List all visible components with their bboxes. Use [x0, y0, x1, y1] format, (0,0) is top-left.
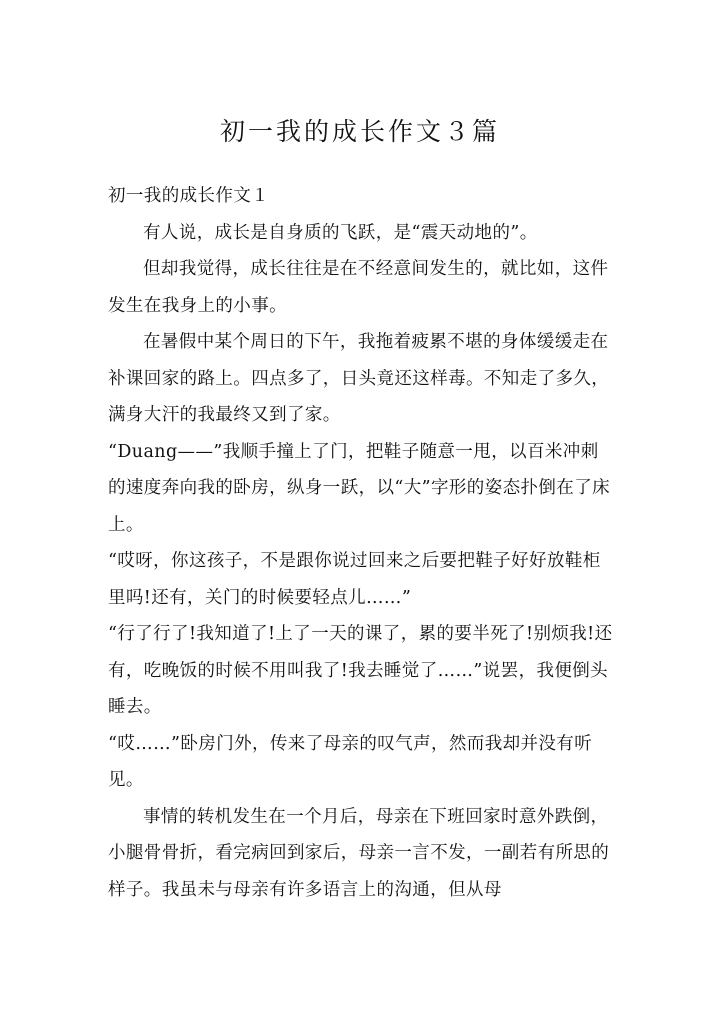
paragraph: “哎呀，你这孩子，不是跟你说过回来之后要把鞋子好好放鞋柜里吗!还有，关门的时候要轻点儿……” [108, 551, 601, 608]
paragraph: “行了行了!我知道了!上了一天的课了，累的要半死了!别烦我!还有，吃晚饭的时候不用叫我了!我去睡觉了……”说罢，我便倒头睡去。 [108, 624, 613, 717]
paragraph: 有人说，成长是自身质的飞跃，是“震天动地的”。 [143, 222, 538, 243]
paragraph: 在暑假中某个周日的下午，我拖着疲累不堪的身体缓缓走在补课回家的路上。四点多了，日头竟还这样毒。不知走了多久，满身大汗的我最终又到了家。 [108, 332, 610, 425]
paragraph: 事情的转机发生在一个月后，母亲在下班回家时意外跌倒，小腿骨骨折，看完病回到家后，母亲一言不发，一副若有所思的样子。我虽未与母亲有许多语言上的沟通，但从母 [108, 806, 610, 900]
document-title: 初一我的成长作文３篇 [219, 117, 500, 146]
document-body [108, 178, 613, 908]
section-heading: 初一我的成长作文１ [108, 186, 270, 206]
paragraph: 但却我觉得，成长往往是在不经意间发生的，就比如，这件发生在我身上的小事。 [108, 259, 609, 316]
paragraph: “Duang——”我顺手撞上了门，把鞋子随意一甩，以百米冲刺的速度奔向我的卧房，纵身一跃，以“大”字形的姿态扑倒在了床上。 [108, 441, 610, 535]
paragraph: “哎……”卧房门外，传来了母亲的叹气声，然而我却并没有听见。 [108, 733, 593, 790]
